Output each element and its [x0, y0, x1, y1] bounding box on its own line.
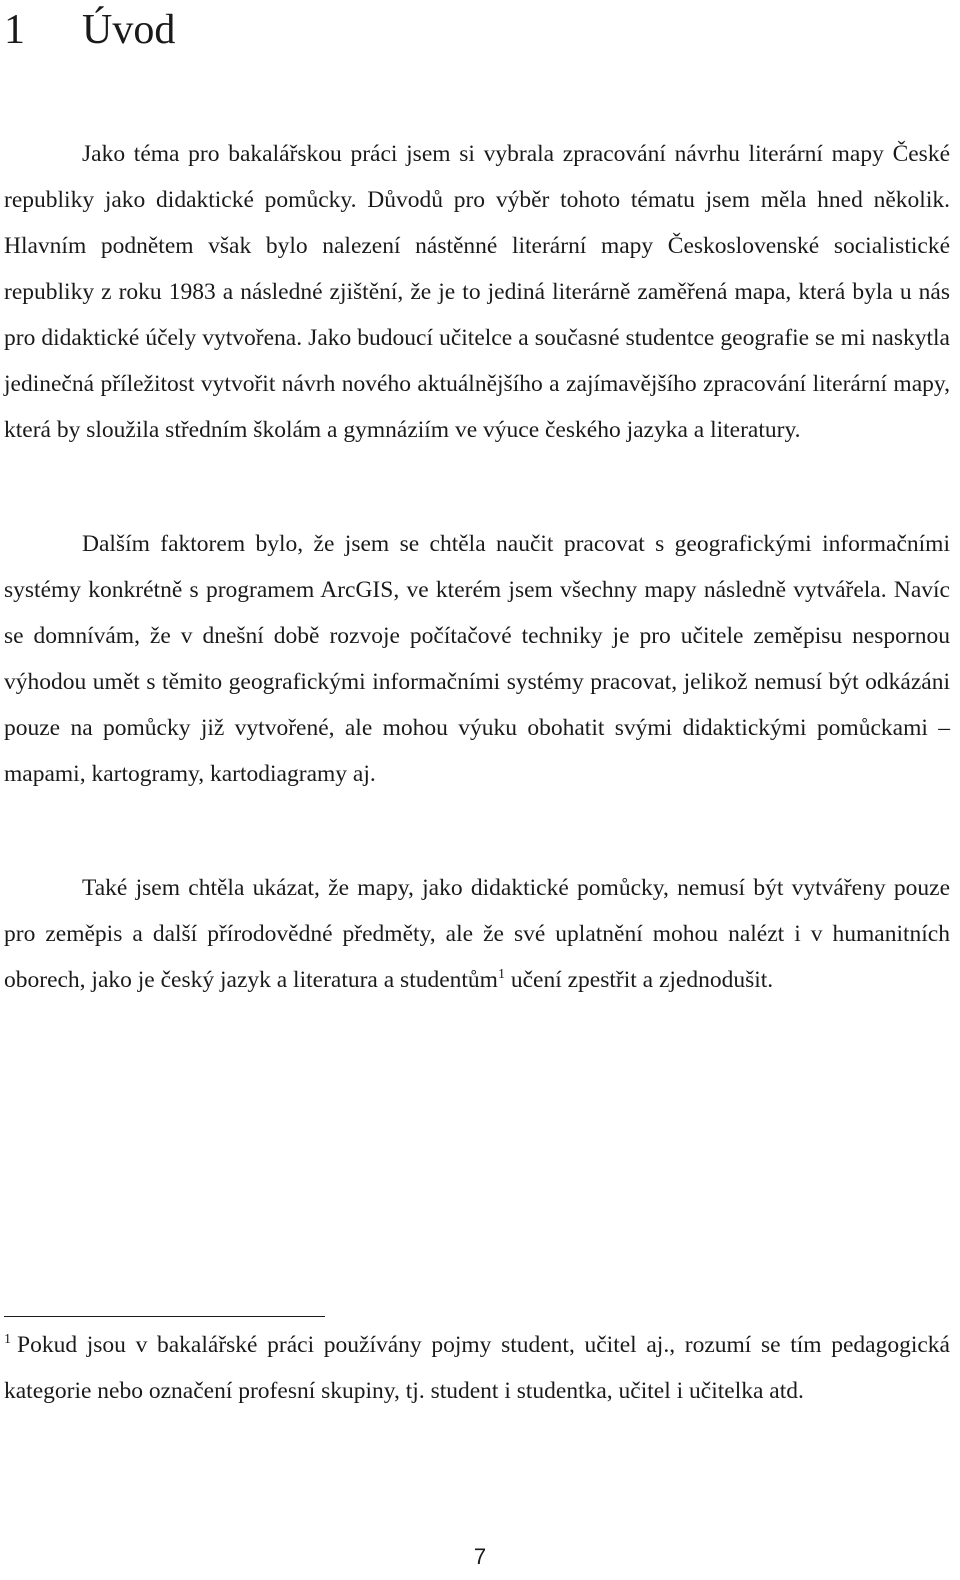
paragraph-3-text-after: učení zpestřit a zjednodušit. — [504, 967, 774, 993]
footnote-reference: 1 — [497, 967, 505, 983]
chapter-number: 1 — [4, 7, 25, 53]
footnote — [4, 1322, 950, 1414]
page-number: 7 — [473, 1544, 487, 1569]
paragraph-1: Jako téma pro bakalářskou práci jsem si vybrala zpracování návrhu literární mapy České republiky jako didaktické pomůcky. Důvodů pro výběr tohoto tématu jsem měla hned několik. Hlavním podnětem však bylo nalezení nástěnné literární mapy Československé socialistické republiky z roku 1983 a následné zjištění, že je to jediná literárně zaměřená mapa, která byla u nás pro didaktické účely vytvořena. Jako budoucí učitelce a současné studentce geografie se mi naskytla jedinečná příležitost vytvořit návrh nového aktuálnějšího a zajímavějšího zpracování literární mapy, která by sloužila středním školám a gymnáziím ve výuce českého jazyka a literatury. — [4, 141, 950, 443]
chapter-title: Úvod — [82, 7, 176, 53]
footnote-separator — [4, 1316, 325, 1317]
paragraph-3 — [4, 865, 950, 1003]
footnote-marker: 1 — [4, 1332, 11, 1348]
paragraph-2: Dalším faktorem bylo, že jsem se chtěla naučit pracovat s geografickými informačními systémy konkrétně s programem ArcGIS, ve kterém jsem všechny mapy následně vytvářela. Navíc se domnívám, že v dnešní době rozvoje počítačové techniky je pro učitele zeměpisu nespornou výhodou umět s těmito geografickými informačními systémy pracovat, jelikož nemusí být odkázáni pouze na pomůcky již vytvořené, ale mohou výuku obohatit svými didaktickými pomůckami – mapami, kartogramy, kartodiagramy aj. — [4, 531, 950, 787]
footnote-text: Pokud jsou v bakalářské práci používány pojmy student, učitel aj., rozumí se tím pedagogická kategorie nebo označení profesní skupiny, tj. student i studentka, učitel i učitelka atd. — [4, 1332, 950, 1404]
chapter-heading — [4, 4, 175, 56]
paragraph-3-text-before: Také jsem chtěla ukázat, že mapy, jako didaktické pomůcky, nemusí být vytvářeny pouze pro zeměpis a další přírodovědné předměty, ale že své uplatnění mohou nalézt i v humanitních oborech, jako je český jazyk a literatura a studentům — [4, 875, 950, 993]
